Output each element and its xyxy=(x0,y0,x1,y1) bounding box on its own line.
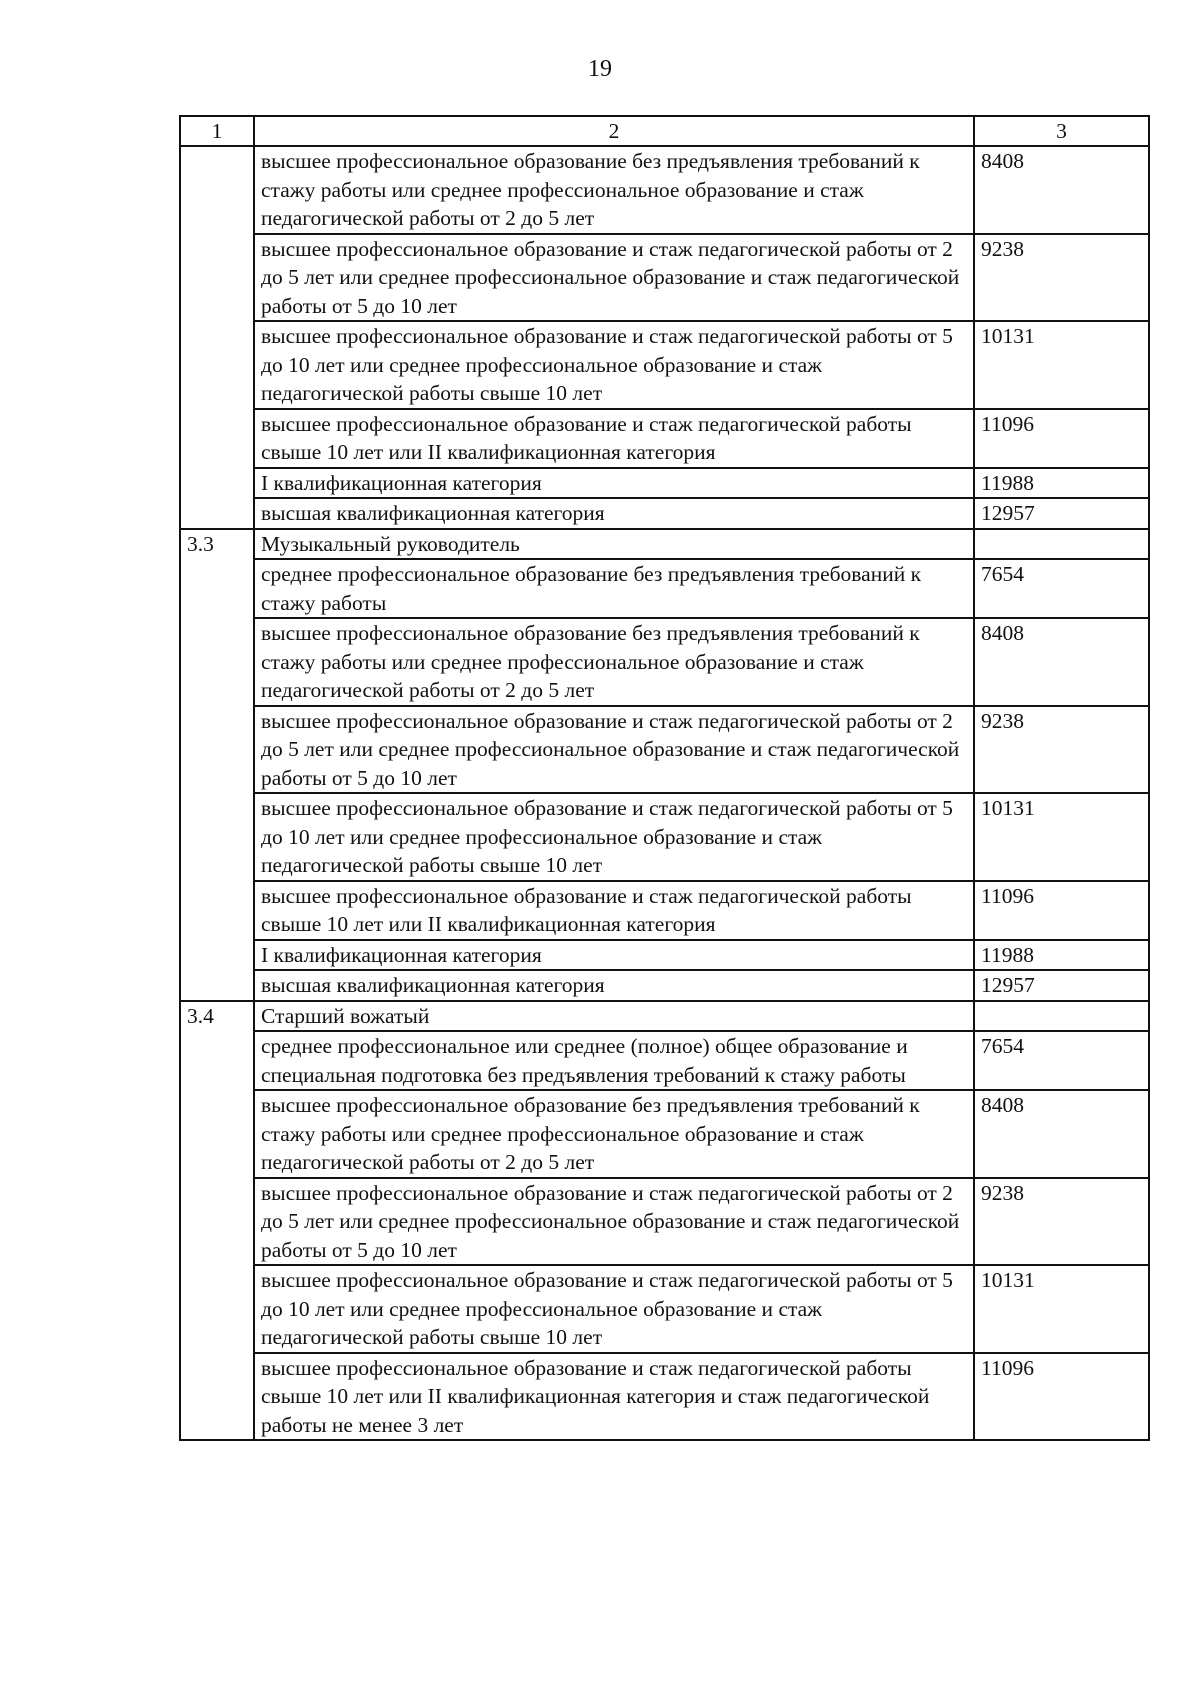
requirement-text: высшее профессиональное образование без предъявления требований к стажу работы или среднее профессиональное образование и стаж педагогической работы от 2 до 5 лет xyxy=(254,1090,974,1178)
requirement-text: высшее профессиональное образование без предъявления требований к стажу работы или среднее профессиональное образование и стаж педагогической работы от 2 до 5 лет xyxy=(254,146,974,234)
section-title: Старший вожатый xyxy=(254,1001,974,1032)
table-row xyxy=(180,1031,1149,1090)
section-title-row xyxy=(180,529,1149,560)
salary-value: 8408 xyxy=(974,618,1149,706)
requirement-text: высшее профессиональное образование и стаж педагогической работы от 2 до 5 лет или среднее профессиональное образование и стаж педагогической работы от 5 до 10 лет xyxy=(254,706,974,794)
table-row xyxy=(180,321,1149,409)
salary-value: 11096 xyxy=(974,409,1149,468)
table-row xyxy=(180,146,1149,234)
section-title-value xyxy=(974,1001,1149,1032)
requirement-text: высшее профессиональное образование и стаж педагогической работы от 2 до 5 лет или среднее профессиональное образование и стаж педагогической работы от 5 до 10 лет xyxy=(254,234,974,322)
salary-value: 11988 xyxy=(974,940,1149,971)
column-header-3: 3 xyxy=(974,116,1149,146)
requirement-text: среднее профессиональное или среднее (полное) общее образование и специальная подготовка без предъявления требований к стажу работы xyxy=(254,1031,974,1090)
section-number: 3.3 xyxy=(180,529,254,1001)
table-row xyxy=(180,1265,1149,1353)
column-header-1: 1 xyxy=(180,116,254,146)
requirement-text: высшее профессиональное образование и стаж педагогической работы от 5 до 10 лет или среднее профессиональное образование и стаж педагогической работы свыше 10 лет xyxy=(254,321,974,409)
table-row xyxy=(180,498,1149,529)
requirement-text: I квалификационная категория xyxy=(254,940,974,971)
table-row xyxy=(180,793,1149,881)
table-row xyxy=(180,970,1149,1001)
section-title: Музыкальный руководитель xyxy=(254,529,974,560)
salary-value: 7654 xyxy=(974,559,1149,618)
salary-value: 11096 xyxy=(974,1353,1149,1441)
requirement-text: высшее профессиональное образование и стаж педагогической работы свыше 10 лет или II квалификационная категория и стаж педагогической работы не менее 3 лет xyxy=(254,1353,974,1441)
table-row xyxy=(180,234,1149,322)
table-row xyxy=(180,559,1149,618)
salary-value: 9238 xyxy=(974,234,1149,322)
salary-value: 11988 xyxy=(974,468,1149,499)
salary-value: 10131 xyxy=(974,321,1149,409)
table-row xyxy=(180,1178,1149,1266)
salary-value: 9238 xyxy=(974,1178,1149,1266)
table-header-row xyxy=(180,116,1149,146)
table-row xyxy=(180,409,1149,468)
table-row xyxy=(180,618,1149,706)
salary-value: 7654 xyxy=(974,1031,1149,1090)
table-row xyxy=(180,706,1149,794)
requirement-text: высшее профессиональное образование без предъявления требований к стажу работы или среднее профессиональное образование и стаж педагогической работы от 2 до 5 лет xyxy=(254,618,974,706)
requirement-text: высшее профессиональное образование и стаж педагогической работы свыше 10 лет или II квалификационная категория xyxy=(254,409,974,468)
requirement-text: высшее профессиональное образование и стаж педагогической работы от 5 до 10 лет или среднее профессиональное образование и стаж педагогической работы свыше 10 лет xyxy=(254,793,974,881)
salary-value: 10131 xyxy=(974,793,1149,881)
table-body xyxy=(180,146,1149,1440)
table-row xyxy=(180,1353,1149,1441)
salary-value: 8408 xyxy=(974,1090,1149,1178)
section-number xyxy=(180,146,254,529)
section-title-row xyxy=(180,1001,1149,1032)
salary-value: 9238 xyxy=(974,706,1149,794)
page-number: 19 xyxy=(588,56,612,82)
table-row xyxy=(180,1090,1149,1178)
requirement-text: I квалификационная категория xyxy=(254,468,974,499)
salary-value: 10131 xyxy=(974,1265,1149,1353)
salary-table xyxy=(179,115,1150,1441)
salary-value: 12957 xyxy=(974,498,1149,529)
requirement-text: высшее профессиональное образование и стаж педагогической работы от 2 до 5 лет или среднее профессиональное образование и стаж педагогической работы от 5 до 10 лет xyxy=(254,1178,974,1266)
column-header-2: 2 xyxy=(254,116,974,146)
requirement-text: высшая квалификационная категория xyxy=(254,498,974,529)
section-title-value xyxy=(974,529,1149,560)
requirement-text: высшая квалификационная категория xyxy=(254,970,974,1001)
requirement-text: высшее профессиональное образование и стаж педагогической работы свыше 10 лет или II квалификационная категория xyxy=(254,881,974,940)
table-row xyxy=(180,881,1149,940)
table-row xyxy=(180,468,1149,499)
salary-value: 8408 xyxy=(974,146,1149,234)
table-row xyxy=(180,940,1149,971)
salary-value: 12957 xyxy=(974,970,1149,1001)
requirement-text: высшее профессиональное образование и стаж педагогической работы от 5 до 10 лет или среднее профессиональное образование и стаж педагогической работы свыше 10 лет xyxy=(254,1265,974,1353)
requirement-text: среднее профессиональное образование без предъявления требований к стажу работы xyxy=(254,559,974,618)
salary-value: 11096 xyxy=(974,881,1149,940)
section-number: 3.4 xyxy=(180,1001,254,1441)
